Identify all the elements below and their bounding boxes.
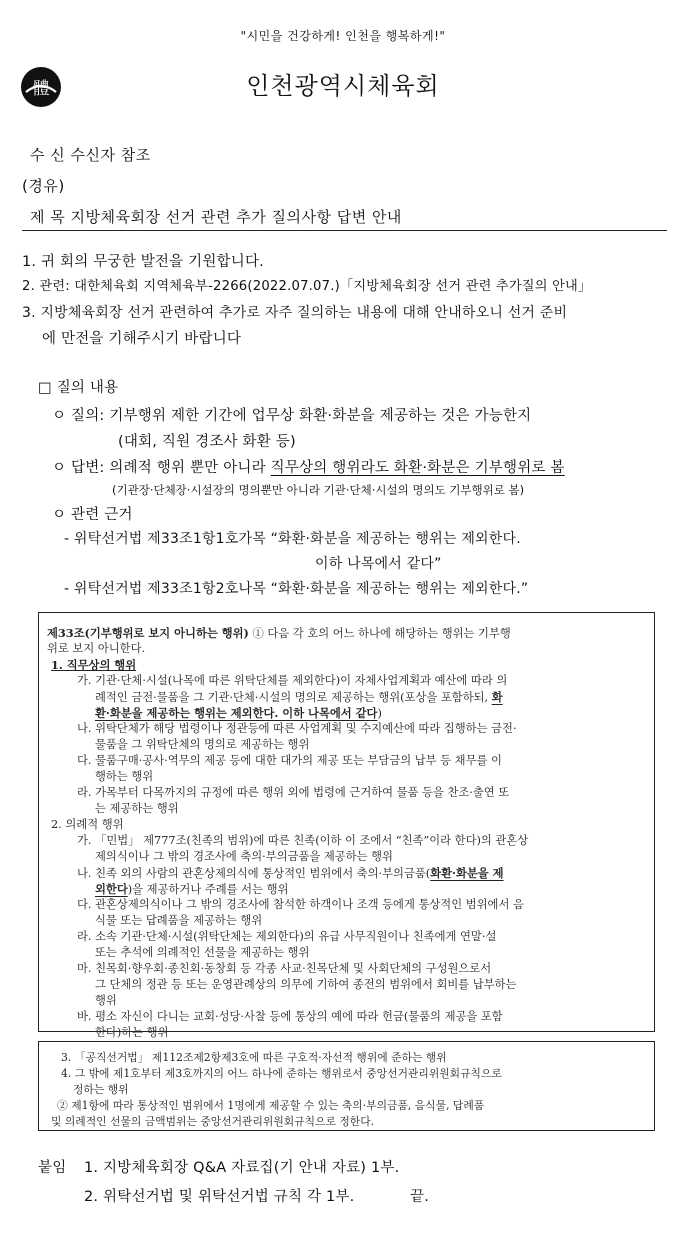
law-line: 라. 소속 기관·단체·시설(위탁단체는 제외한다)의 유급 사무직원이나 친족에게 연말·설: [77, 930, 497, 943]
answer-line: [52, 456, 565, 477]
law-line: [77, 865, 504, 882]
law-line: 4. 그 밖에 제1호부터 제3호까지의 어느 하나에 준하는 행위로서 중앙선거관리위원회규칙으로: [61, 1067, 502, 1080]
law-line: 행하는 행위: [95, 770, 154, 783]
law-text: 나. 친족 외의 사람의 관혼상제의식에 통상적인 범위에서 축의·부의금품(: [77, 867, 431, 880]
law-line: 위로 보지 아니한다.: [47, 642, 146, 655]
item-1: 1. 귀 회의 무궁한 발전을 기원합니다.: [22, 254, 264, 270]
law-excerpt-box: [38, 612, 655, 1039]
law-title-bold: 제33조(기부행위로 보지 아니하는 행위): [47, 626, 249, 640]
document-end-mark: 끝.: [410, 1189, 430, 1205]
law-text: )을 제공하거나 주례를 서는 행위: [127, 883, 289, 896]
law-line: 제의식이나 그 밖의 경조사에 축의·부의금품을 제공하는 행위: [95, 850, 393, 863]
law-line: ② 제1항에 따라 통상적인 범위에서 1명에게 제공할 수 있는 축의·부의금품, 음식물, 답례품: [57, 1099, 485, 1112]
basis-1-line-2: 이하 나목에서 같다”: [315, 556, 442, 572]
law-line: 다. 관혼상제의식이나 그 밖의 경조사에 참석한 하객이나 조객 등에게 통상적인 범위에서 음: [77, 898, 524, 911]
law-line: 가. 기관·단체·시설(나목에 따른 위탁단체를 제외한다)이 자체사업계획과 예산에 따라 의: [77, 674, 508, 687]
attachment-2: 2. 위탁선거법 및 위탁선거법 규칙 각 1부.: [84, 1189, 355, 1205]
attachments-label: 붙임: [38, 1160, 67, 1176]
law-line: 식물 또는 답례품을 제공하는 행위: [95, 914, 263, 927]
basis-1-line-1: - 위탁선거법 제33조1항1호가목 “화환·화분을 제공하는 행위는 제외한다.: [64, 531, 521, 547]
law-section-1: 1. 직무상의 행위: [51, 658, 137, 672]
logo-char: 體: [32, 79, 50, 99]
law-line: 다. 물품구매·공사·역무의 제공 등에 대한 대가의 제공 또는 부담금의 납부 등 채무를 이: [77, 754, 502, 767]
law-line: 마. 친목회·향우회·종친회·동창회 등 각종 사교·친목단체 및 사회단체의 구성원으로서: [77, 962, 492, 975]
law-text: 례적인 금전·물품을 그 기관·단체·시설의 명의로 제공하는 행위(포상을 포함하되,: [95, 691, 492, 704]
subject-divider: [22, 230, 667, 231]
law-line: 바. 평소 자신이 다니는 교회·성당·사찰 등에 통상의 예에 따라 헌금(물품의 제공을 포함: [77, 1010, 503, 1023]
item-3-line-1: 3. 지방체육회장 선거 관련하여 추가로 자주 질의하는 내용에 대해 안내하오니 선거 준비: [22, 305, 568, 321]
via-line: (경유): [22, 177, 65, 195]
law-emphasis: 화환·화분을 제: [430, 866, 504, 880]
question-line-2: (대회, 직원 경조사 화환 등): [118, 434, 296, 450]
answer-prefix: ㅇ 답변: 의례적 행위 뿐만 아니라: [52, 460, 271, 476]
law-title: [47, 625, 511, 642]
law-line: 및 의례적인 선물의 금액범위는 중앙선거관리위원회규칙으로 정한다.: [51, 1115, 375, 1128]
attachment-1: 1. 지방체육회장 Q&A 자료집(기 안내 자료) 1부.: [84, 1160, 400, 1176]
item-2: 2. 관련: 대한체육회 지역체육부-2266(2022.07.07.)「지방체육회장 선거 관련 추가질의 안내」: [22, 279, 592, 294]
law-line: 물품을 그 위탁단체의 명의로 제공하는 행위: [95, 738, 310, 751]
law-line: 행위: [95, 994, 117, 1007]
law-section-2: 2. 의례적 행위: [51, 818, 124, 831]
qa-heading: □ 질의 내용: [38, 380, 119, 396]
subject-line: 제 목 지방체육회장 선거 관련 추가 질의사항 답변 안내: [30, 208, 402, 226]
law-line: [95, 705, 382, 722]
law-line: 라. 가목부터 다목까지의 규정에 따른 행위 외에 법령에 근거하여 물품 등을 찬조·출연 또: [77, 786, 510, 799]
law-line: 는 제공하는 행위: [95, 802, 179, 815]
law-line: 한다)하는 행위: [95, 1026, 169, 1039]
law-line: 그 단체의 정관 등 또는 운영관례상의 의무에 기하여 종전의 범위에서 회비를 납부하는: [95, 978, 517, 991]
law-excerpt-box-2: [38, 1041, 655, 1131]
law-line: [95, 881, 288, 898]
law-text: ): [377, 707, 382, 720]
answer-note: (기관장·단체장·시설장의 명의뿐만 아니라 기관·단체·시설의 명의도 기부행위로 봄): [112, 483, 525, 497]
law-emphasis: 화: [491, 690, 503, 704]
basis-heading: ㅇ 관련 근거: [52, 507, 133, 523]
recipient-line: 수 신 수신자 참조: [30, 146, 151, 164]
question-line-1: ㅇ 질의: 기부행위 제한 기간에 업무상 화환·화분을 제공하는 것은 가능한지: [52, 408, 532, 424]
law-emphasis: 환·화분을 제공하는 행위는 제외한다. 이하 나목에서 같다: [95, 706, 378, 720]
law-line: 가. 「민법」 제777조(친족의 범위)에 따른 친족(이하 이 조에서 “친족”이라 한다)의 관혼상: [77, 834, 529, 847]
law-line: 또는 추석에 의례적인 선물을 제공하는 행위: [95, 946, 310, 959]
answer-underlined: 직무상의 행위라도 화환·화분은 기부행위로 봄: [270, 460, 565, 476]
organization-name: 인천광역시체육회: [246, 72, 440, 100]
law-line: 나. 위탁단체가 해당 법령이나 정관등에 따른 사업계획 및 수지예산에 따라 집행하는 금전·: [77, 722, 517, 735]
item-3-line-2: 에 만전을 기해주시기 바랍니다: [42, 331, 242, 347]
law-line: 3. 「공직선거법」 제112조제2항제3호에 따른 구호적·자선적 행위에 준하는 행위: [61, 1051, 447, 1064]
law-emphasis: 외한다: [95, 882, 128, 896]
law-line: [95, 689, 503, 706]
law-title-rest: ① 다음 각 호의 어느 하나에 해당하는 행위는 기부행: [248, 627, 511, 640]
basis-2: - 위탁선거법 제33조1항2호나목 “화환·화분을 제공하는 행위는 제외한다.”: [64, 581, 529, 597]
law-line: 정하는 행위: [73, 1083, 129, 1096]
slogan: "시민을 건강하게! 인천을 행복하게!": [240, 29, 446, 43]
